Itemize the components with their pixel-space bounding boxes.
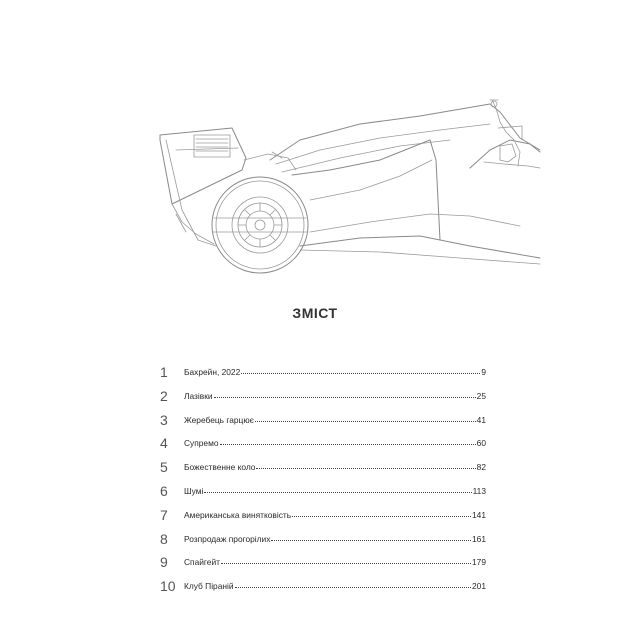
- leader-dots: [220, 443, 476, 445]
- toc-entry[interactable]: [160, 457, 486, 481]
- leader-dots: [241, 372, 480, 374]
- leader-dots: [221, 562, 471, 564]
- leader-dots: [214, 396, 476, 398]
- page-number: 201: [472, 581, 486, 592]
- page-number: 179: [472, 557, 486, 568]
- page-number: 113: [472, 485, 486, 496]
- chapter-number: 8: [160, 530, 168, 547]
- sidepod: [292, 140, 440, 240]
- leader-dots: [256, 467, 475, 469]
- chapter-title: Божественне коло: [184, 462, 256, 473]
- f1-car-illustration: [0, 0, 630, 300]
- chapter-number: 5: [160, 459, 168, 476]
- toc-entry[interactable]: [160, 505, 486, 529]
- toc-entry[interactable]: [160, 386, 486, 410]
- engine-cover: [270, 104, 540, 160]
- chapter-number: 4: [160, 435, 168, 452]
- chapter-title: Американська винятковість: [184, 509, 292, 520]
- chapter-number: 7: [160, 506, 168, 523]
- chapter-title: Шумі: [184, 485, 204, 496]
- chapter-title: Жеребець гарцює: [184, 414, 254, 425]
- chapter-number: 3: [160, 411, 168, 428]
- toc-entry[interactable]: [160, 552, 486, 576]
- rear-wing-flap: [176, 148, 238, 150]
- chapter-number: 6: [160, 482, 168, 499]
- leader-dots: [255, 420, 476, 422]
- toc-entry[interactable]: [160, 362, 486, 386]
- chapter-number: 2: [160, 387, 168, 404]
- rear-wing-vents: [194, 135, 230, 157]
- chapter-number: 9: [160, 554, 168, 571]
- page-number: 25: [476, 390, 486, 401]
- toc-entry[interactable]: [160, 481, 486, 505]
- leader-dots: [204, 491, 471, 493]
- page-number: 82: [476, 462, 486, 473]
- chapter-title: Спайгейт: [184, 557, 220, 568]
- toc-entry[interactable]: [160, 529, 486, 553]
- leader-dots: [292, 515, 471, 517]
- chapter-title: Лазівки: [184, 390, 213, 401]
- page-number: 161: [472, 533, 486, 544]
- chapter-title: Бахрейн, 2022: [184, 367, 241, 377]
- table-of-contents: [160, 362, 486, 600]
- toc-heading: ЗМІСТ: [292, 305, 338, 321]
- chapter-title: Клуб Піраній: [184, 581, 234, 592]
- page-number: 141: [472, 509, 486, 520]
- toc-entry[interactable]: [160, 576, 486, 600]
- leader-dots: [235, 586, 471, 588]
- chapter-title: Розпродаж прогорілих: [184, 533, 271, 544]
- toc-entry[interactable]: [160, 410, 486, 434]
- chapter-number: 10: [160, 578, 176, 595]
- chapter-number: 1: [160, 364, 168, 380]
- toc-entry[interactable]: [160, 433, 486, 457]
- page-number: 9: [481, 367, 486, 377]
- page-number: 60: [476, 438, 486, 449]
- chapter-title: Супремо: [184, 438, 219, 449]
- rear-tyre: [212, 177, 308, 273]
- leader-dots: [271, 539, 471, 541]
- page-number: 41: [476, 414, 486, 425]
